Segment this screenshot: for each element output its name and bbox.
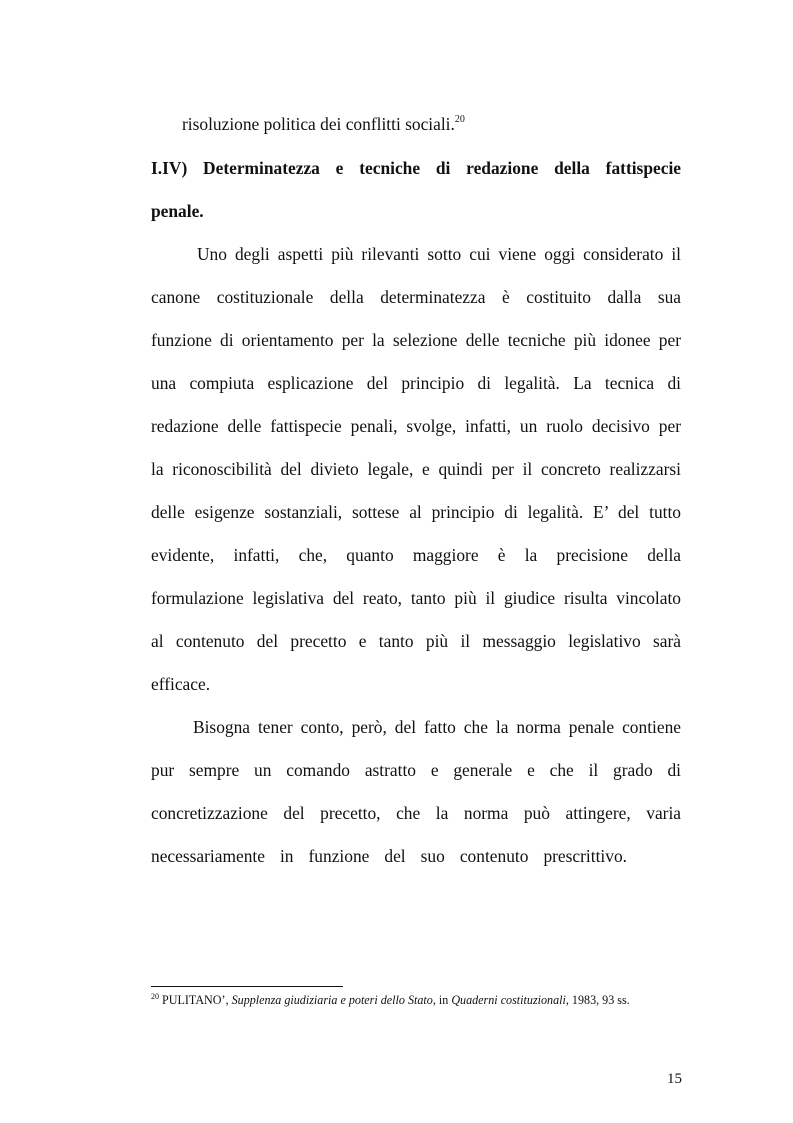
carryover-line	[182, 114, 465, 134]
footnote-separator-1: ,	[225, 993, 232, 1007]
paragraph1-line-5: redazione delle fattispecie penali, svolge, infatti, un ruolo decisivo per	[151, 416, 681, 436]
paragraph1-line-4: una compiuta esplicazione del principio di legalità. La tecnica di	[151, 373, 681, 393]
footnote-author: PULITANO’	[162, 993, 226, 1007]
footnote-citation-rest: , 1983, 93 ss.	[565, 993, 630, 1007]
carryover-text: risoluzione politica dei conflitti sociali.	[182, 114, 455, 134]
paragraph2-line-4: necessariamente in funzione del suo contenuto prescrittivo.	[151, 846, 627, 866]
paragraph1-line-3: funzione di orientamento per la selezione delle tecniche più idonee per	[151, 330, 681, 350]
footnote-number: 20	[151, 992, 159, 1001]
footnote-reference: 20	[454, 114, 465, 125]
footnote	[151, 992, 691, 1008]
paragraph1-line-9: formulazione legislativa del reato, tanto più il giudice risulta vincolato	[151, 588, 681, 608]
paragraph1-line-7: delle esigenze sostanziali, sottese al principio di legalità. E’ del tutto	[151, 502, 681, 522]
page-number: 15	[667, 1071, 682, 1087]
paragraph1-line-1: Uno degli aspetti più rilevanti sotto cui viene oggi considerato il	[197, 244, 681, 264]
paragraph2-line-2: pur sempre un comando astratto e generale e che il grado di	[151, 760, 681, 780]
footnote-separator	[151, 986, 343, 987]
paragraph2-line-1: Bisogna tener conto, però, del fatto che la norma penale contiene	[193, 717, 681, 737]
section-heading-line-1: I.IV) Determinatezza e tecniche di redazione della fattispecie	[151, 158, 681, 178]
paragraph1-line-6: la riconoscibilità del divieto legale, e quindi per il concreto realizzarsi	[151, 459, 681, 479]
section-heading-line-2: penale.	[151, 201, 204, 221]
paragraph1-line-10: al contenuto del precetto e tanto più il messaggio legislativo sarà	[151, 631, 681, 651]
footnote-journal: Quaderni costituzionali	[451, 993, 566, 1007]
paragraph1-line-2: canone costituzionale della determinatezza è costituito dalla sua	[151, 287, 681, 307]
footnote-title: Supplenza giudiziaria e poteri dello Stato	[231, 993, 433, 1007]
paragraph1-line-8: evidente, infatti, che, quanto maggiore è la precisione della	[151, 545, 681, 565]
footnote-separator-2: , in	[432, 993, 452, 1007]
paragraph1-line-11: efficace.	[151, 674, 211, 694]
paragraph2-line-3: concretizzazione del precetto, che la norma può attingere, varia	[151, 803, 681, 823]
